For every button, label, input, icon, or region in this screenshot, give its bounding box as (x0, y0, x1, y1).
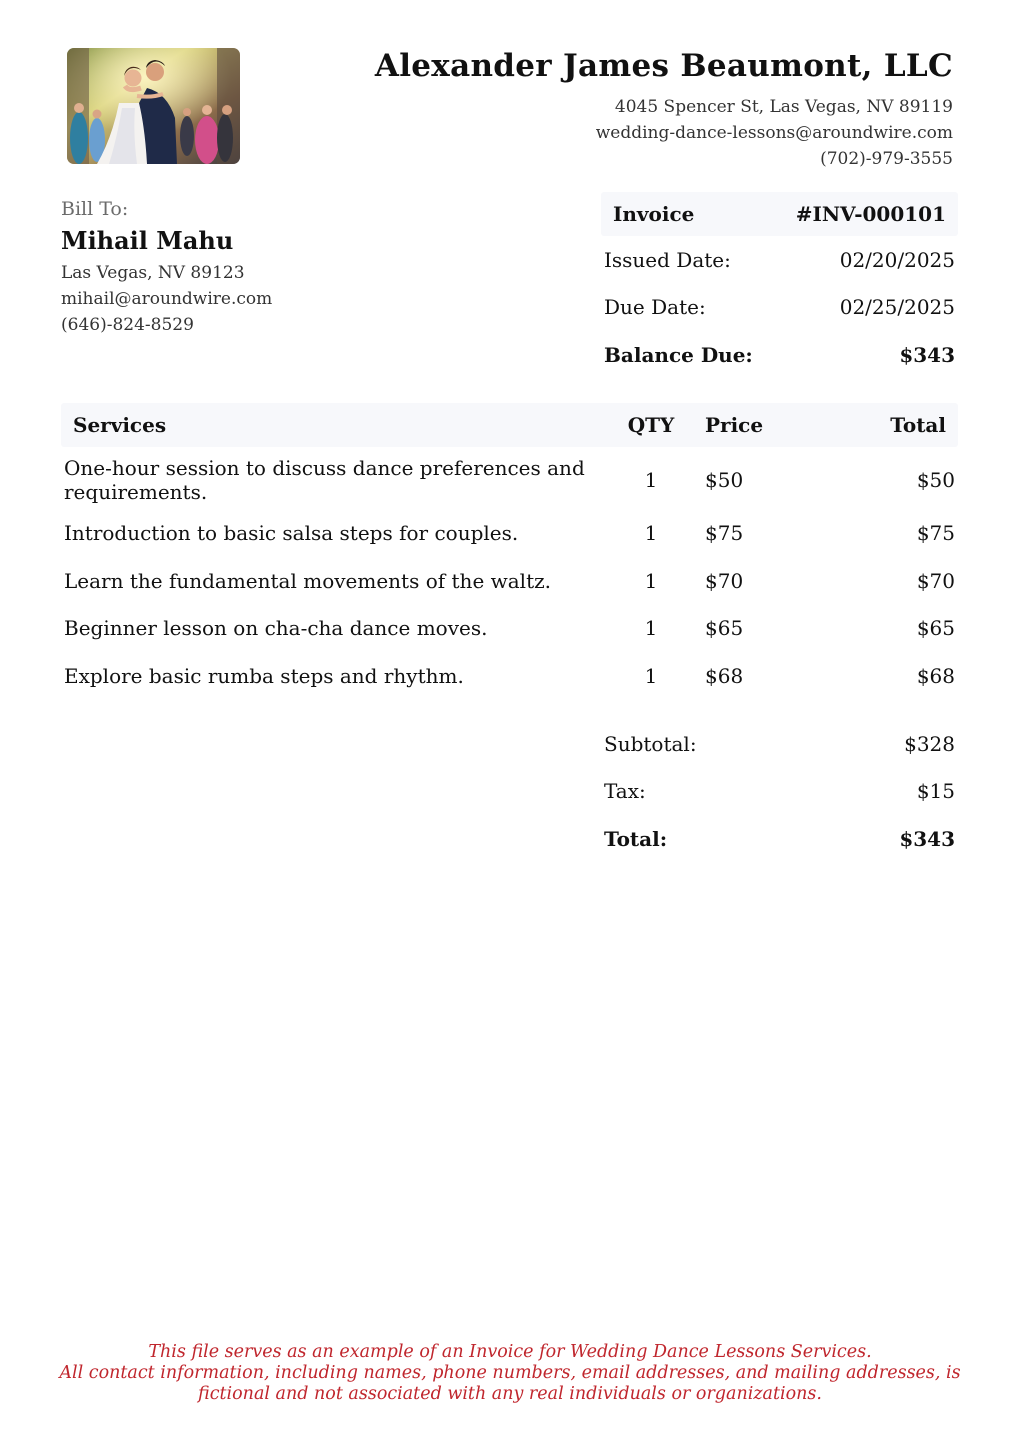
company-phone: (702)-979-3555 (820, 149, 953, 169)
subtotal-label: Subtotal: (604, 731, 697, 756)
bill-to-section (61, 196, 272, 338)
service-description: Beginner lesson on cha-cha dance moves. (64, 616, 488, 640)
client-name: Mihail Mahu (61, 226, 234, 255)
issued-date-row (601, 236, 958, 284)
table-row (61, 650, 958, 698)
issued-date-value: 02/20/2025 (839, 247, 955, 272)
service-qty: 1 (644, 521, 658, 545)
bill-to-label: Bill To: (61, 198, 129, 220)
service-price: $65 (705, 616, 744, 640)
service-price: $68 (705, 663, 744, 688)
due-date-label: Due Date: (604, 295, 706, 320)
invoice-number: #INV-000101 (795, 202, 946, 226)
dancing-couple-painting-icon (67, 48, 240, 164)
company-address: 4045 Spencer St, Las Vegas, NV 89119 (614, 97, 953, 117)
invoice-label: Invoice (613, 202, 695, 226)
subtotal-row (601, 720, 958, 768)
service-qty: 1 (644, 468, 658, 492)
total-row (601, 815, 958, 863)
balance-due-row (601, 331, 958, 379)
totals-section (601, 720, 958, 863)
invoice-header-band (601, 192, 958, 236)
services-table-header (61, 403, 958, 447)
footer-line-3: fictional and not associated with any real individuals or organizations. (198, 1384, 822, 1404)
subtotal-value: $328 (904, 731, 955, 756)
service-total: $65 (916, 616, 955, 640)
due-date-value: 02/25/2025 (839, 295, 955, 320)
balance-due-label: Balance Due: (604, 342, 753, 367)
service-description: Explore basic rumba steps and rhythm. (64, 663, 464, 688)
company-email: wedding-dance-lessons@aroundwire.com (595, 123, 953, 143)
service-total: $70 (916, 568, 955, 593)
service-total: $50 (916, 468, 955, 492)
service-price: $50 (705, 468, 744, 492)
service-qty: 1 (644, 663, 658, 688)
service-total: $68 (916, 663, 955, 688)
service-description: One-hour session to discuss dance preferences and requirements. (64, 456, 585, 504)
tax-row (601, 768, 958, 816)
company-logo-image (67, 48, 240, 164)
service-qty: 1 (644, 616, 658, 640)
service-qty: 1 (644, 568, 658, 593)
service-price: $75 (705, 521, 744, 545)
tax-value: $15 (916, 779, 955, 804)
total-value: $343 (899, 826, 955, 851)
total-label: Total: (604, 826, 668, 851)
footer-line-2: All contact information, including names, phone numbers, email addresses, and mailing addresses, is (59, 1363, 961, 1383)
service-description: Introduction to basic salsa steps for couples. (64, 521, 519, 545)
company-name: Alexander James Beaumont, LLC (374, 48, 953, 84)
table-row (61, 555, 958, 603)
table-row (61, 507, 958, 555)
client-email: mihail@aroundwire.com (61, 289, 273, 309)
company-info (375, 46, 953, 172)
header-total: Total (890, 413, 946, 437)
issued-date-label: Issued Date: (604, 247, 731, 272)
table-row (61, 602, 958, 650)
header-services: Services (73, 413, 167, 437)
service-price: $70 (705, 568, 744, 593)
invoice-meta (601, 192, 958, 379)
services-table (61, 403, 958, 697)
tax-label: Tax: (604, 779, 646, 804)
header-qty: QTY (627, 413, 675, 437)
client-phone: (646)-824-8529 (61, 315, 194, 335)
table-row (61, 447, 958, 507)
footer-disclaimer (0, 1342, 1020, 1405)
client-address: Las Vegas, NV 89123 (61, 263, 245, 283)
balance-due-value: $343 (899, 342, 955, 367)
service-description: Learn the fundamental movements of the waltz. (64, 568, 552, 593)
header-price: Price (705, 413, 764, 437)
footer-line-1: This file serves as an example of an Invoice for Wedding Dance Lessons Services. (148, 1342, 872, 1362)
due-date-row (601, 284, 958, 332)
service-total: $75 (916, 521, 955, 545)
